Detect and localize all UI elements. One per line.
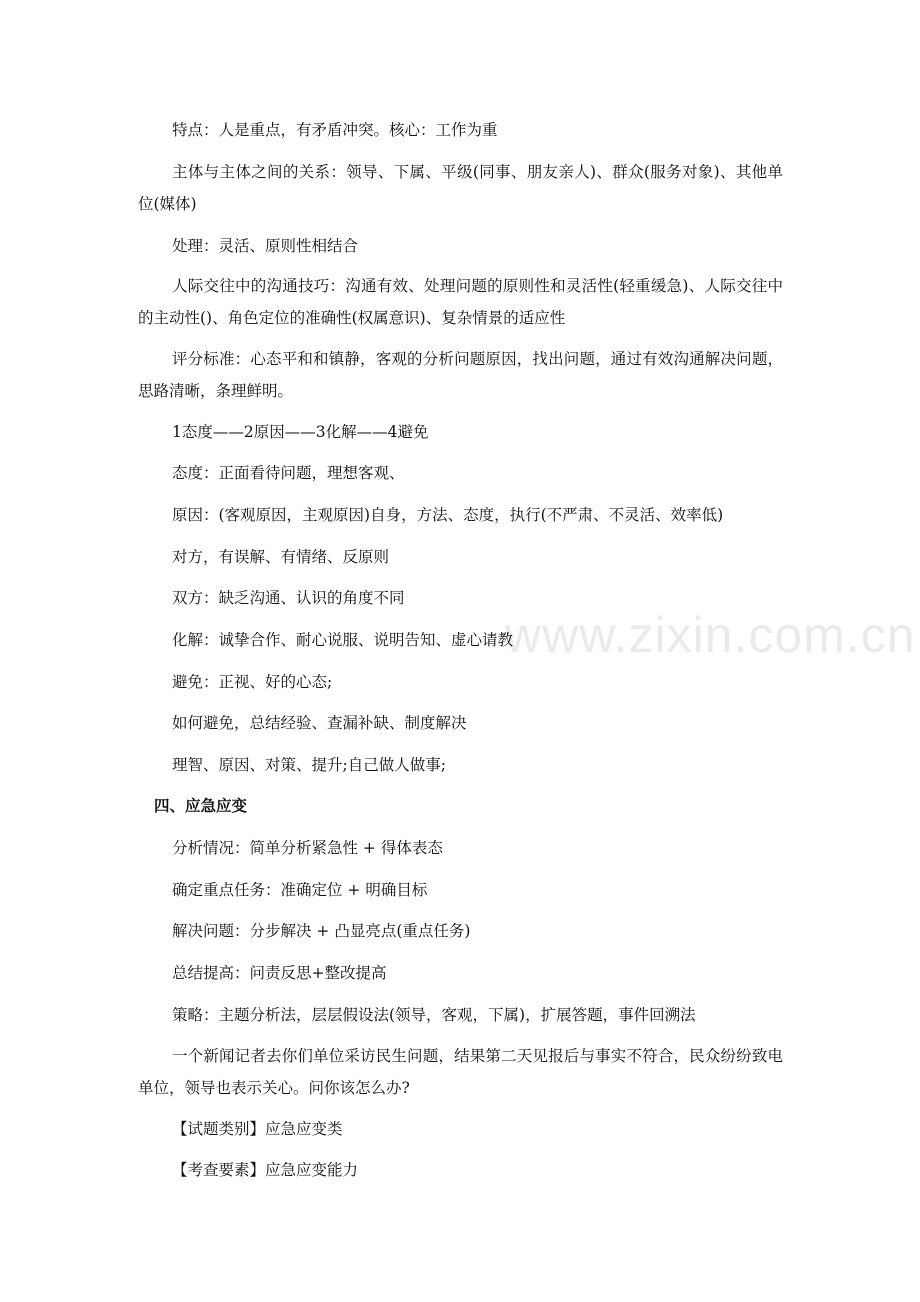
watermark: www.zixin.com.cn: [505, 607, 916, 663]
paragraph-characteristics: 特点：人是重点，有矛盾冲突。核心：工作为重: [172, 121, 498, 139]
paragraph-attitude: 态度：正面看待问题，理想客观、: [172, 464, 405, 482]
paragraph-strategy: 策略：主题分析法，层层假设法(领导，客观，下属)，扩展答题，事件回溯法: [172, 1006, 696, 1024]
paragraph-scoring-criteria: 评分标准：心态平和和镇静，客观的分析问题原因，找出问题，通过有效沟通解决问题，思路清晰，条理鲜明。: [138, 350, 783, 400]
paragraph-question-type: 【试题类别】应急应变类: [172, 1120, 343, 1138]
paragraph-assessment-elements: 【考查要素】应急应变能力: [172, 1161, 359, 1179]
paragraph-relationships: 主体与主体之间的关系：领导、下属、平级(同事、朋友亲人)、群众(服务对象)、其他单位(媒体): [138, 163, 783, 213]
paragraph-reason: 理智、原因、对策、提升;自己做人做事;: [172, 756, 446, 774]
paragraph-steps: 1态度——2原因——3化解——4避免: [172, 423, 429, 441]
paragraph-question: 一个新闻记者去你们单位采访民生问题，结果第二天见报后与事实不符合，民众纷纷致电单位，领导也表示关心。问你该怎么办?: [138, 1047, 783, 1097]
paragraph-causes: 原因：(客观原因，主观原因)自身，方法、态度，执行(不严肃、不灵活、效率低): [172, 506, 724, 524]
paragraph-other-party: 对方，有误解、有情绪、反原则: [172, 548, 390, 566]
paragraph-avoid: 避免：正视、好的心态;: [172, 673, 333, 691]
section-heading: 四、应急应变: [154, 797, 248, 815]
paragraph-key-task: 确定重点任务：准确定位 + 明确目标: [172, 881, 428, 899]
paragraph-resolve: 化解：诚挚合作、耐心说服、说明告知、虚心请教: [172, 631, 514, 649]
paragraph-how-to-avoid: 如何避免，总结经验、查漏补缺、制度解决: [172, 714, 467, 732]
paragraph-communication-skills: 人际交往中的沟通技巧：沟通有效、处理问题的原则性和灵活性(轻重缓急)、人际交往中的主动性()、角色定位的准确性(权属意识)、复杂情景的适应性: [138, 277, 783, 327]
paragraph-analyze: 分析情况：简单分析紧急性 + 得体表态: [172, 839, 443, 857]
paragraph-summarize: 总结提高：问责反思+整改提高: [172, 964, 387, 982]
paragraph-solve: 解决问题：分步解决 + 凸显亮点(重点任务): [172, 922, 471, 940]
paragraph-handling: 处理：灵活、原则性相结合: [172, 237, 359, 255]
paragraph-both-parties: 双方：缺乏沟通、认识的角度不同: [172, 589, 405, 607]
